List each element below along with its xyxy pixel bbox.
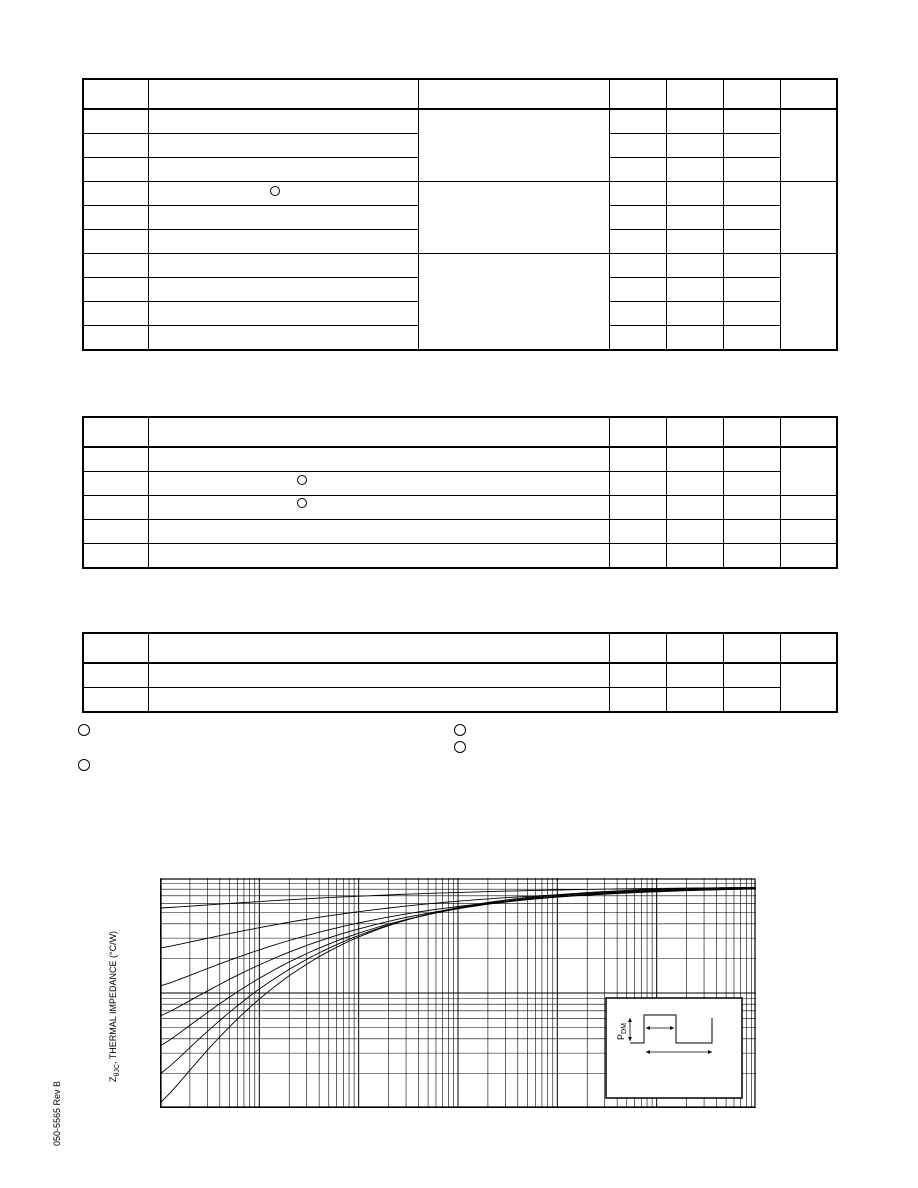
- table-row: [83, 447, 837, 472]
- table-row: [83, 472, 837, 496]
- table-header-cell: [148, 79, 418, 109]
- table-row: [83, 688, 837, 713]
- footnote-marker-circle: [454, 724, 466, 736]
- footnote-marker-circle: [78, 724, 90, 736]
- table-header-cell: [723, 79, 780, 109]
- spec-table-1: [82, 78, 838, 351]
- table-row: [83, 544, 837, 569]
- document-number: 050-5565 Rev B: [52, 1080, 62, 1146]
- table-header-cell: [780, 79, 837, 109]
- pulse-diagram-inset: [606, 998, 742, 1098]
- table-header-cell: [666, 79, 723, 109]
- note-marker-circle: [297, 498, 307, 508]
- table-header-row: [83, 633, 837, 663]
- table-header-cell: [418, 79, 609, 109]
- table-header-row: [83, 79, 837, 109]
- footnote-marker-circle: [454, 741, 466, 753]
- thermal-impedance-graph: [160, 878, 756, 1108]
- table-header-cell: [83, 79, 148, 109]
- note-marker-circle: [270, 186, 280, 196]
- spec-table-2: [82, 416, 838, 569]
- table-row: [83, 254, 837, 278]
- table-header-row: [83, 417, 837, 447]
- inset-pdm-label: $P_{DM}$: [616, 1023, 628, 1040]
- spec-table-3: [82, 632, 838, 713]
- table-row: [83, 520, 837, 544]
- table-row: [83, 663, 837, 688]
- note-marker-circle: [297, 475, 307, 485]
- table-row: [83, 182, 837, 206]
- table-row: [83, 496, 837, 520]
- table-header-cell: [609, 79, 666, 109]
- graph-ylabel: $Z_{\theta JC}$, THERMAL IMPEDANCE (°C/W): [108, 930, 121, 1082]
- footnote-marker-circle: [78, 759, 90, 771]
- table-row: [83, 109, 837, 134]
